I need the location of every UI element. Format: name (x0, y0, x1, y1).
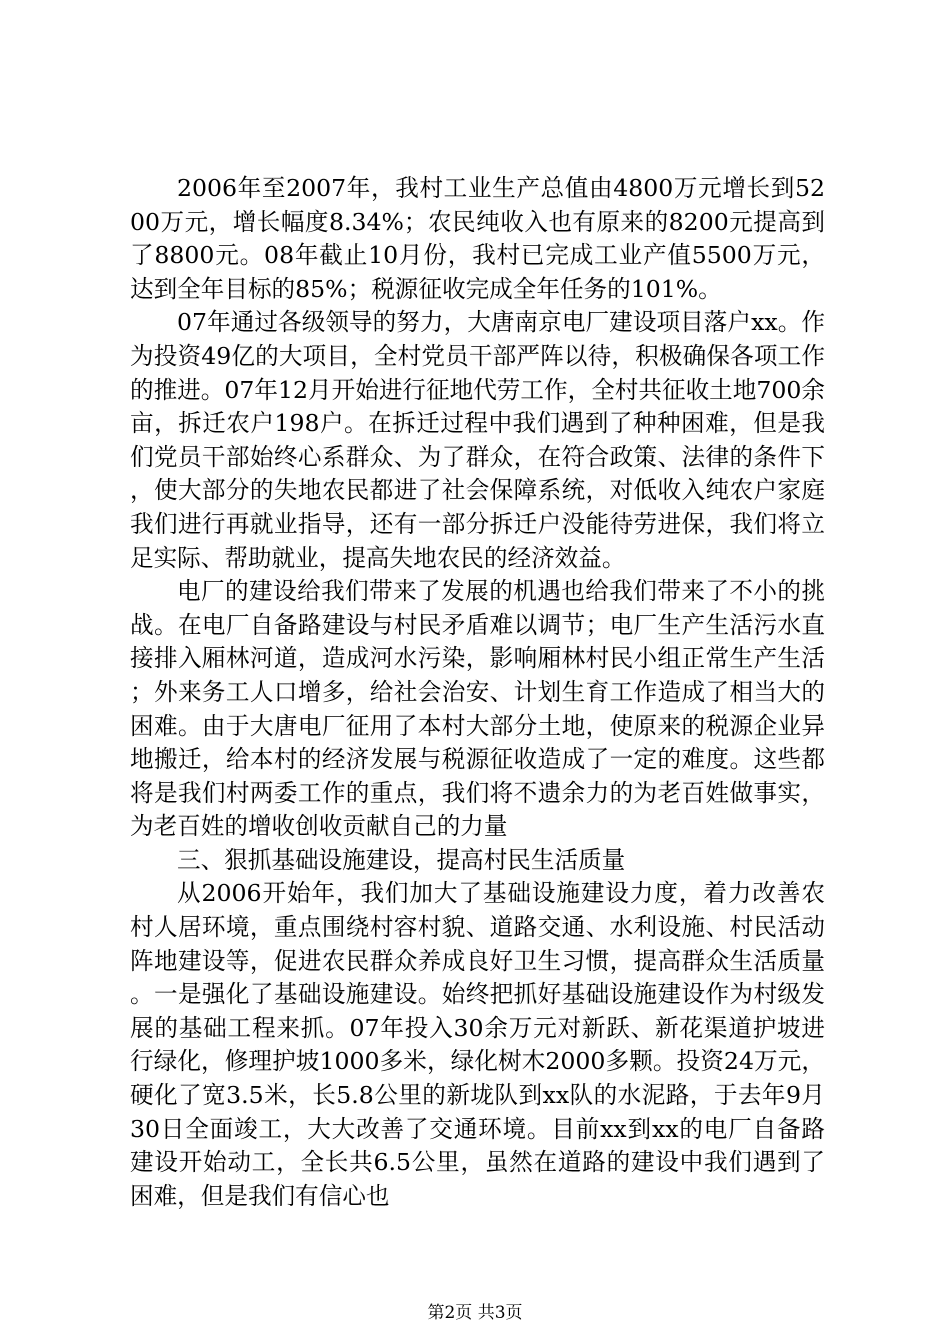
paragraph-power-plant-project: 07年通过各级领导的努力，大唐南京电厂建设项目落户xx。作为投资49亿的大项目，全村党员干部严阵以待，积极确保各项工作的推进。07年12月开始进行征地代劳工作，全村共征收土地700余亩，拆迁农户198户。在拆迁过程中我们遇到了种种困难，但是我们党员干部始终心系群众、为了群众，在符合政策、法律的条件下，使大部分的失地农民都进了社会保障系统，对低收入纯农户家庭我们进行再就业指导，还有一部分拆迁户没能待劳进保，我们将立足实际、帮助就业，提高失地农民的经济效益。 (130, 308, 825, 572)
page-number-footer: 第2页 共3页 (427, 1303, 523, 1323)
section-heading: 三、狠抓基础设施建设，提高村民生活质量 (177, 845, 626, 874)
paragraph-industrial-output: 2006年至2007年，我村工业生产总值由4800万元增长到5200万元，增长幅度8.34%；农民纯收入也有原来的8200元提高到了8800元。08年截止10月份，我村已完成工业产值5500万元，达到全年目标的85%；税源征收完成全年任务的101%。 (130, 174, 825, 303)
paragraph-power-plant-challenges: 电厂的建设给我们带来了发展的机遇也给我们带来了不小的挑战。在电厂自备路建设与村民矛盾难以调节；电厂生产生活污水直接排入厢林河道，造成河水污染，影响厢林村民小组正常生产生活；外来务工人口增多，给社会治安、计划生育工作造成了相当大的困难。由于大唐电厂征用了本村大部分土地，使原来的税源企业异地搬迁，给本村的经济发展与税源征收造成了一定的难度。这些都将是我们村两委工作的重点，我们将不遗余力的为老百姓做事实，为老百姓的增收创收贡献自己的力量 (130, 577, 825, 841)
paragraph-infrastructure: 从2006开始年，我们加大了基础设施建设力度，着力改善农村人居环境，重点围绕村容村貌、道路交通、水利设施、村民活动阵地建设等，促进农民群众养成良好卫生习惯，提高群众生活质量。一是强化了基础设施建设。始终把抓好基础设施建设作为村级发展的基础工程来抓。07年投入30余万元对新跃、新花渠道护坡进行绿化，修理护坡1000多米，绿化树木2000多颗。投资24万元，硬化了宽3.5米，长5.8公里的新垅队到xx队的水泥路，于去年9月30日全面竣工，大大改善了交通环境。目前xx到xx的电厂自备路建设开始动工，全长共6.5公里，虽然在道路的建设中我们遇到了困难，但是我们有信心也 (130, 879, 825, 1210)
document-body (130, 172, 825, 1213)
